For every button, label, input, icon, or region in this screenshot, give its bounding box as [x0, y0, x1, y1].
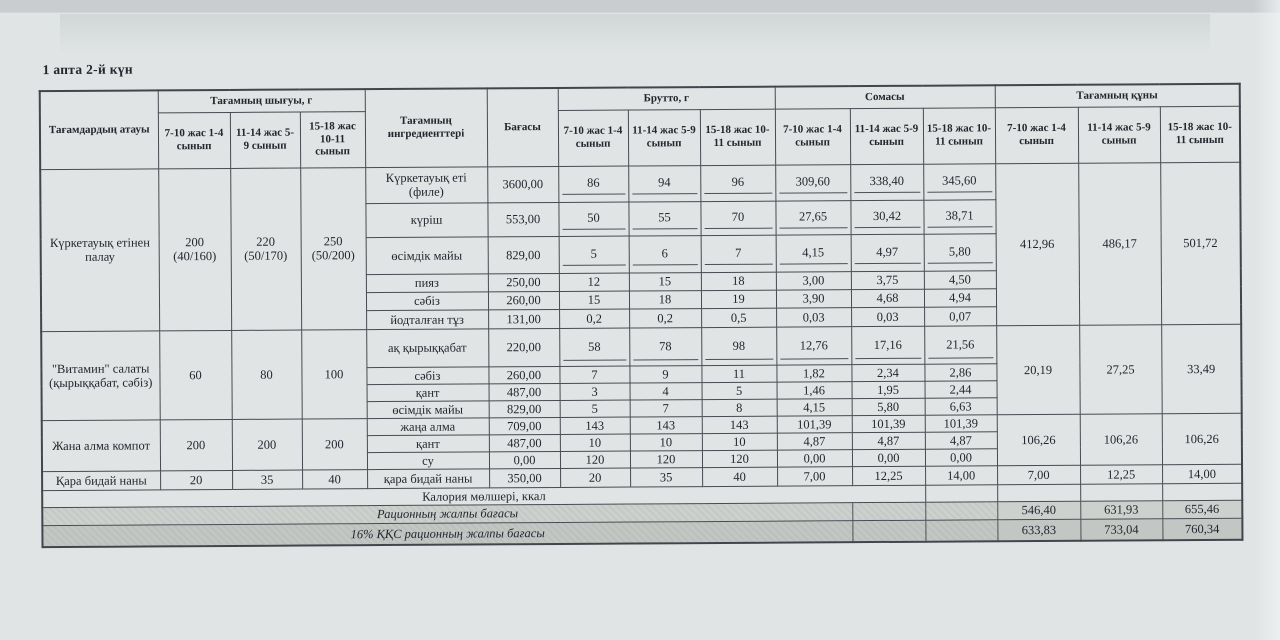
- brutto-cell: 40: [702, 467, 777, 486]
- output-cell: 250 (50/200): [300, 167, 366, 329]
- ingredient-cell: күріш: [365, 202, 487, 237]
- table-row: [41, 324, 1241, 369]
- brutto-cell: 15: [629, 272, 701, 290]
- brutto-value: 78: [633, 333, 698, 360]
- brutto-cell: [629, 327, 701, 365]
- header-dish: Тағамдардың атауы: [40, 90, 158, 169]
- header-age: 7-10 жас 1-4 сынып: [558, 110, 628, 166]
- sum-cell: 0,00: [925, 448, 997, 465]
- output-cell: 220 (50/170): [230, 168, 301, 330]
- ingredient-cell: Күркетауық еті (филе): [365, 166, 487, 203]
- sum-value: 4,97: [854, 241, 920, 263]
- empty-cell: [852, 502, 925, 520]
- sum-value: 17,16: [855, 331, 921, 358]
- price-cell: 553,00: [487, 202, 558, 236]
- dish-name-cell: Жана алма компот: [42, 419, 160, 471]
- sum-cell: 0,07: [924, 306, 996, 325]
- sum-cell: 1,82: [776, 364, 851, 381]
- ingredient-cell: су: [367, 451, 489, 469]
- sum-cell: 7,00: [777, 466, 852, 485]
- brutto-cell: 11: [701, 365, 776, 382]
- brutto-cell: 7: [630, 399, 702, 416]
- header-age: 15-18 жас 10-11 сынып: [300, 111, 365, 167]
- table-row: [40, 162, 1240, 205]
- footer-value-cell: [1162, 483, 1242, 500]
- output-cell: 200: [302, 418, 367, 469]
- header-age: 11-14 жас 5-9 сынып: [628, 109, 700, 165]
- brutto-cell: [558, 166, 628, 202]
- sum-cell: [850, 164, 923, 200]
- ingredient-cell: қант: [367, 383, 489, 401]
- ingredient-cell: өсімдік майы: [366, 236, 488, 274]
- sum-cell: 3,00: [776, 271, 851, 289]
- brutto-cell: 5: [560, 400, 630, 417]
- sum-cell: 4,87: [852, 432, 925, 449]
- price-cell: 0,00: [489, 451, 560, 468]
- footer-value-cell: 733,04: [1080, 518, 1162, 541]
- brutto-value: 5: [562, 243, 625, 265]
- brutto-cell: 12: [559, 273, 629, 291]
- sum-cell: [851, 234, 924, 271]
- sum-cell: 0,00: [852, 449, 925, 466]
- brutto-cell: [559, 236, 629, 273]
- sum-cell: [775, 164, 850, 200]
- cost-cell: 14,00: [1162, 464, 1242, 483]
- cost-cell: 106,26: [1162, 413, 1242, 464]
- footer-value-cell: 631,93: [1080, 500, 1162, 519]
- price-cell: 220,00: [488, 328, 559, 366]
- brutto-value: 58: [563, 333, 626, 360]
- menu-table: [39, 83, 1244, 548]
- sum-cell: 4,15: [777, 398, 852, 415]
- sum-cell: 4,68: [851, 289, 924, 307]
- brutto-value: 55: [632, 207, 697, 229]
- header-sum-group: Сомасы: [775, 85, 995, 108]
- sum-cell: 1,95: [852, 381, 925, 398]
- brutto-cell: 143: [630, 416, 702, 433]
- footer-label-cell: 16% ҚҚС рационның жалпы бағасы: [42, 520, 852, 547]
- footer-label-cell: Рационның жалпы бағасы: [42, 502, 852, 525]
- brutto-value: 50: [562, 208, 625, 230]
- output-cell: 35: [232, 470, 302, 489]
- sum-cell: 3,90: [776, 289, 851, 307]
- sum-cell: 4,50: [924, 270, 996, 288]
- output-cell: 200: [160, 419, 232, 470]
- brutto-value: 7: [704, 242, 772, 264]
- sum-cell: [923, 199, 995, 233]
- output-cell: 100: [301, 329, 367, 418]
- sum-cell: 0,03: [851, 307, 924, 326]
- dish-name-cell: "Витамин" салаты (қырыққабат, сәбіз): [41, 330, 160, 420]
- header-ingredients: Тағамның ингредиенттері: [365, 88, 487, 167]
- output-cell: 80: [231, 330, 302, 419]
- sum-cell: 4,94: [924, 288, 996, 306]
- brutto-cell: 10: [560, 434, 630, 451]
- footer-value-cell: 760,34: [1162, 518, 1242, 540]
- cost-cell: 20,19: [996, 325, 1080, 415]
- footer-value-cell: 546,40: [997, 501, 1080, 520]
- sum-cell: [923, 163, 995, 199]
- price-cell: 260,00: [488, 366, 559, 383]
- dish-name-cell: Күркетауық етінен палау: [40, 168, 159, 331]
- brutto-cell: [628, 165, 700, 201]
- brutto-value: 6: [632, 243, 697, 265]
- sum-cell: 14,00: [925, 465, 997, 484]
- ingredient-cell: йодталған тұз: [366, 309, 488, 329]
- brutto-cell: 35: [630, 467, 702, 486]
- output-cell: 20: [160, 470, 232, 489]
- header-age: 11-14 жас 5-9 сынып: [230, 112, 300, 168]
- brutto-cell: 0,2: [629, 308, 701, 327]
- brutto-cell: 143: [702, 416, 777, 433]
- cost-cell: 27,25: [1079, 324, 1162, 413]
- sum-cell: [776, 326, 851, 364]
- header-age-row: [40, 106, 1240, 169]
- brutto-cell: 0,5: [701, 308, 776, 327]
- sum-cell: 101,39: [925, 414, 997, 431]
- ingredient-cell: қант: [367, 434, 489, 452]
- brutto-cell: 120: [630, 450, 702, 467]
- dish-name-cell: Қара бидай наны: [42, 470, 160, 490]
- brutto-cell: 120: [560, 451, 630, 468]
- brutto-cell: [628, 201, 700, 235]
- brutto-cell: 7: [559, 366, 629, 383]
- brutto-cell: [701, 235, 776, 272]
- price-cell: 250,00: [488, 273, 559, 291]
- document-title: 1 апта 2-й күн: [42, 61, 133, 78]
- cost-cell: 486,17: [1078, 162, 1161, 324]
- brutto-cell: 8: [702, 399, 777, 416]
- brutto-value: 96: [704, 172, 772, 194]
- header-age: 7-10 жас 1-4 сынып: [775, 108, 850, 164]
- brutto-cell: [700, 201, 775, 235]
- sum-value: 5,80: [927, 241, 992, 263]
- sum-cell: 3,75: [851, 271, 924, 289]
- brutto-cell: [558, 202, 628, 236]
- sum-cell: 101,39: [852, 415, 925, 432]
- header-price: Бағасы: [487, 88, 558, 166]
- sum-cell: 2,34: [851, 364, 924, 381]
- cost-cell: 106,26: [1080, 413, 1162, 464]
- header-cost-group: Тағамның құны: [995, 84, 1240, 107]
- brutto-value: 98: [705, 332, 773, 359]
- cost-cell: 12,25: [1080, 464, 1162, 484]
- footer-value-cell: 633,83: [997, 519, 1080, 542]
- brutto-cell: 0,2: [559, 309, 629, 328]
- footer-value-cell: [997, 484, 1080, 502]
- header-age: 11-14 жас 5-9 сынып: [850, 108, 923, 164]
- brutto-cell: 120: [702, 450, 777, 467]
- sum-value: 345,60: [927, 170, 992, 192]
- price-cell: 487,00: [489, 434, 560, 451]
- brutto-cell: [629, 235, 701, 272]
- brutto-cell: [701, 327, 776, 365]
- sum-cell: [924, 325, 996, 363]
- price-cell: 829,00: [489, 400, 560, 417]
- brutto-cell: 15: [559, 291, 629, 309]
- sum-cell: 1,46: [777, 381, 852, 398]
- ingredient-cell: қара бидай наны: [367, 468, 489, 488]
- brutto-cell: 10: [702, 433, 777, 450]
- output-cell: 200 (40/160): [158, 168, 231, 330]
- ingredient-cell: жаңа алма: [367, 417, 489, 435]
- header-age: 15-18 жас 10-11 сынып: [700, 109, 775, 165]
- ingredient-cell: өсімдік майы: [367, 400, 489, 418]
- header-age: 15-18 жас 10-11 сынып: [923, 107, 995, 163]
- sum-cell: [775, 200, 850, 234]
- sum-value: 338,40: [854, 171, 920, 193]
- ingredient-cell: пияз: [366, 273, 488, 292]
- brutto-cell: 3: [560, 383, 630, 400]
- price-cell: 487,00: [489, 383, 560, 400]
- brutto-cell: 143: [560, 417, 630, 434]
- header-brutto-group: Брутто, г: [558, 87, 775, 110]
- empty-cell: [852, 520, 925, 542]
- ingredient-cell: ақ қырыққабат: [366, 328, 488, 367]
- header-age: 7-10 жас 1-4 сынып: [995, 107, 1078, 164]
- output-cell: 40: [302, 469, 367, 488]
- brutto-value: 86: [562, 173, 625, 195]
- sum-cell: [924, 233, 996, 270]
- brutto-cell: 18: [629, 290, 701, 308]
- sum-value: 12,76: [780, 332, 848, 359]
- sum-cell: 4,87: [777, 432, 852, 449]
- ingredient-cell: сәбіз: [366, 366, 488, 384]
- sum-value: 309,60: [779, 171, 847, 193]
- sum-cell: 5,80: [852, 398, 925, 415]
- sum-cell: 0,03: [776, 307, 851, 326]
- sum-cell: 2,86: [924, 363, 996, 380]
- ingredient-cell: сәбіз: [366, 291, 488, 310]
- sum-value: 38,71: [927, 205, 992, 227]
- sum-cell: 101,39: [777, 415, 852, 432]
- header-age: 11-14 жас 5-9 сынып: [1078, 106, 1160, 162]
- header-age: 7-10 жас 1-4 сынып: [158, 112, 230, 168]
- output-cell: 60: [159, 330, 232, 419]
- price-cell: 3600,00: [487, 166, 558, 202]
- sum-cell: 0,00: [777, 449, 852, 466]
- brutto-cell: 18: [701, 272, 776, 290]
- sum-value: 30,42: [854, 206, 920, 228]
- cost-cell: 33,49: [1161, 324, 1242, 413]
- empty-cell: [925, 501, 997, 519]
- brutto-cell: 20: [560, 468, 630, 487]
- sum-cell: 12,25: [852, 466, 925, 485]
- price-cell: 260,00: [488, 291, 559, 309]
- brutto-cell: [559, 328, 629, 366]
- brutto-cell: 9: [629, 365, 701, 382]
- empty-cell: [925, 484, 997, 501]
- sum-value: 4,15: [779, 242, 847, 264]
- price-cell: 131,00: [488, 309, 559, 328]
- cost-cell: 106,26: [997, 414, 1080, 466]
- brutto-cell: 10: [630, 433, 702, 450]
- cost-cell: 7,00: [997, 465, 1080, 485]
- brutto-cell: 4: [630, 382, 702, 399]
- sum-cell: 4,87: [925, 431, 997, 448]
- sum-value: 27,65: [779, 206, 847, 228]
- sum-cell: [851, 326, 924, 364]
- header-output-group: Тағамның шығуы, г: [158, 89, 365, 112]
- header-age: 15-18 жас 10-11 сынып: [1160, 106, 1240, 162]
- cost-cell: 412,96: [995, 163, 1079, 326]
- price-cell: 829,00: [488, 236, 559, 273]
- price-cell: 350,00: [489, 468, 560, 487]
- footer-value-cell: [1080, 483, 1162, 501]
- sum-cell: [776, 234, 851, 271]
- footer-value-cell: 655,46: [1162, 500, 1242, 518]
- sum-value: 21,56: [928, 331, 993, 358]
- output-cell: 200: [232, 419, 302, 470]
- brutto-cell: 19: [701, 290, 776, 308]
- empty-cell: [925, 519, 997, 541]
- footer-label-cell: Калория мөлшері, ккал: [42, 485, 925, 507]
- price-cell: 709,00: [489, 417, 560, 434]
- brutto-value: 70: [704, 207, 772, 229]
- sum-cell: [850, 200, 923, 234]
- brutto-cell: 5: [702, 382, 777, 399]
- brutto-cell: [700, 165, 775, 201]
- brutto-value: 94: [632, 172, 697, 194]
- cost-cell: 501,72: [1160, 162, 1241, 324]
- sum-cell: 2,44: [925, 380, 997, 397]
- sum-cell: 6,63: [925, 397, 997, 414]
